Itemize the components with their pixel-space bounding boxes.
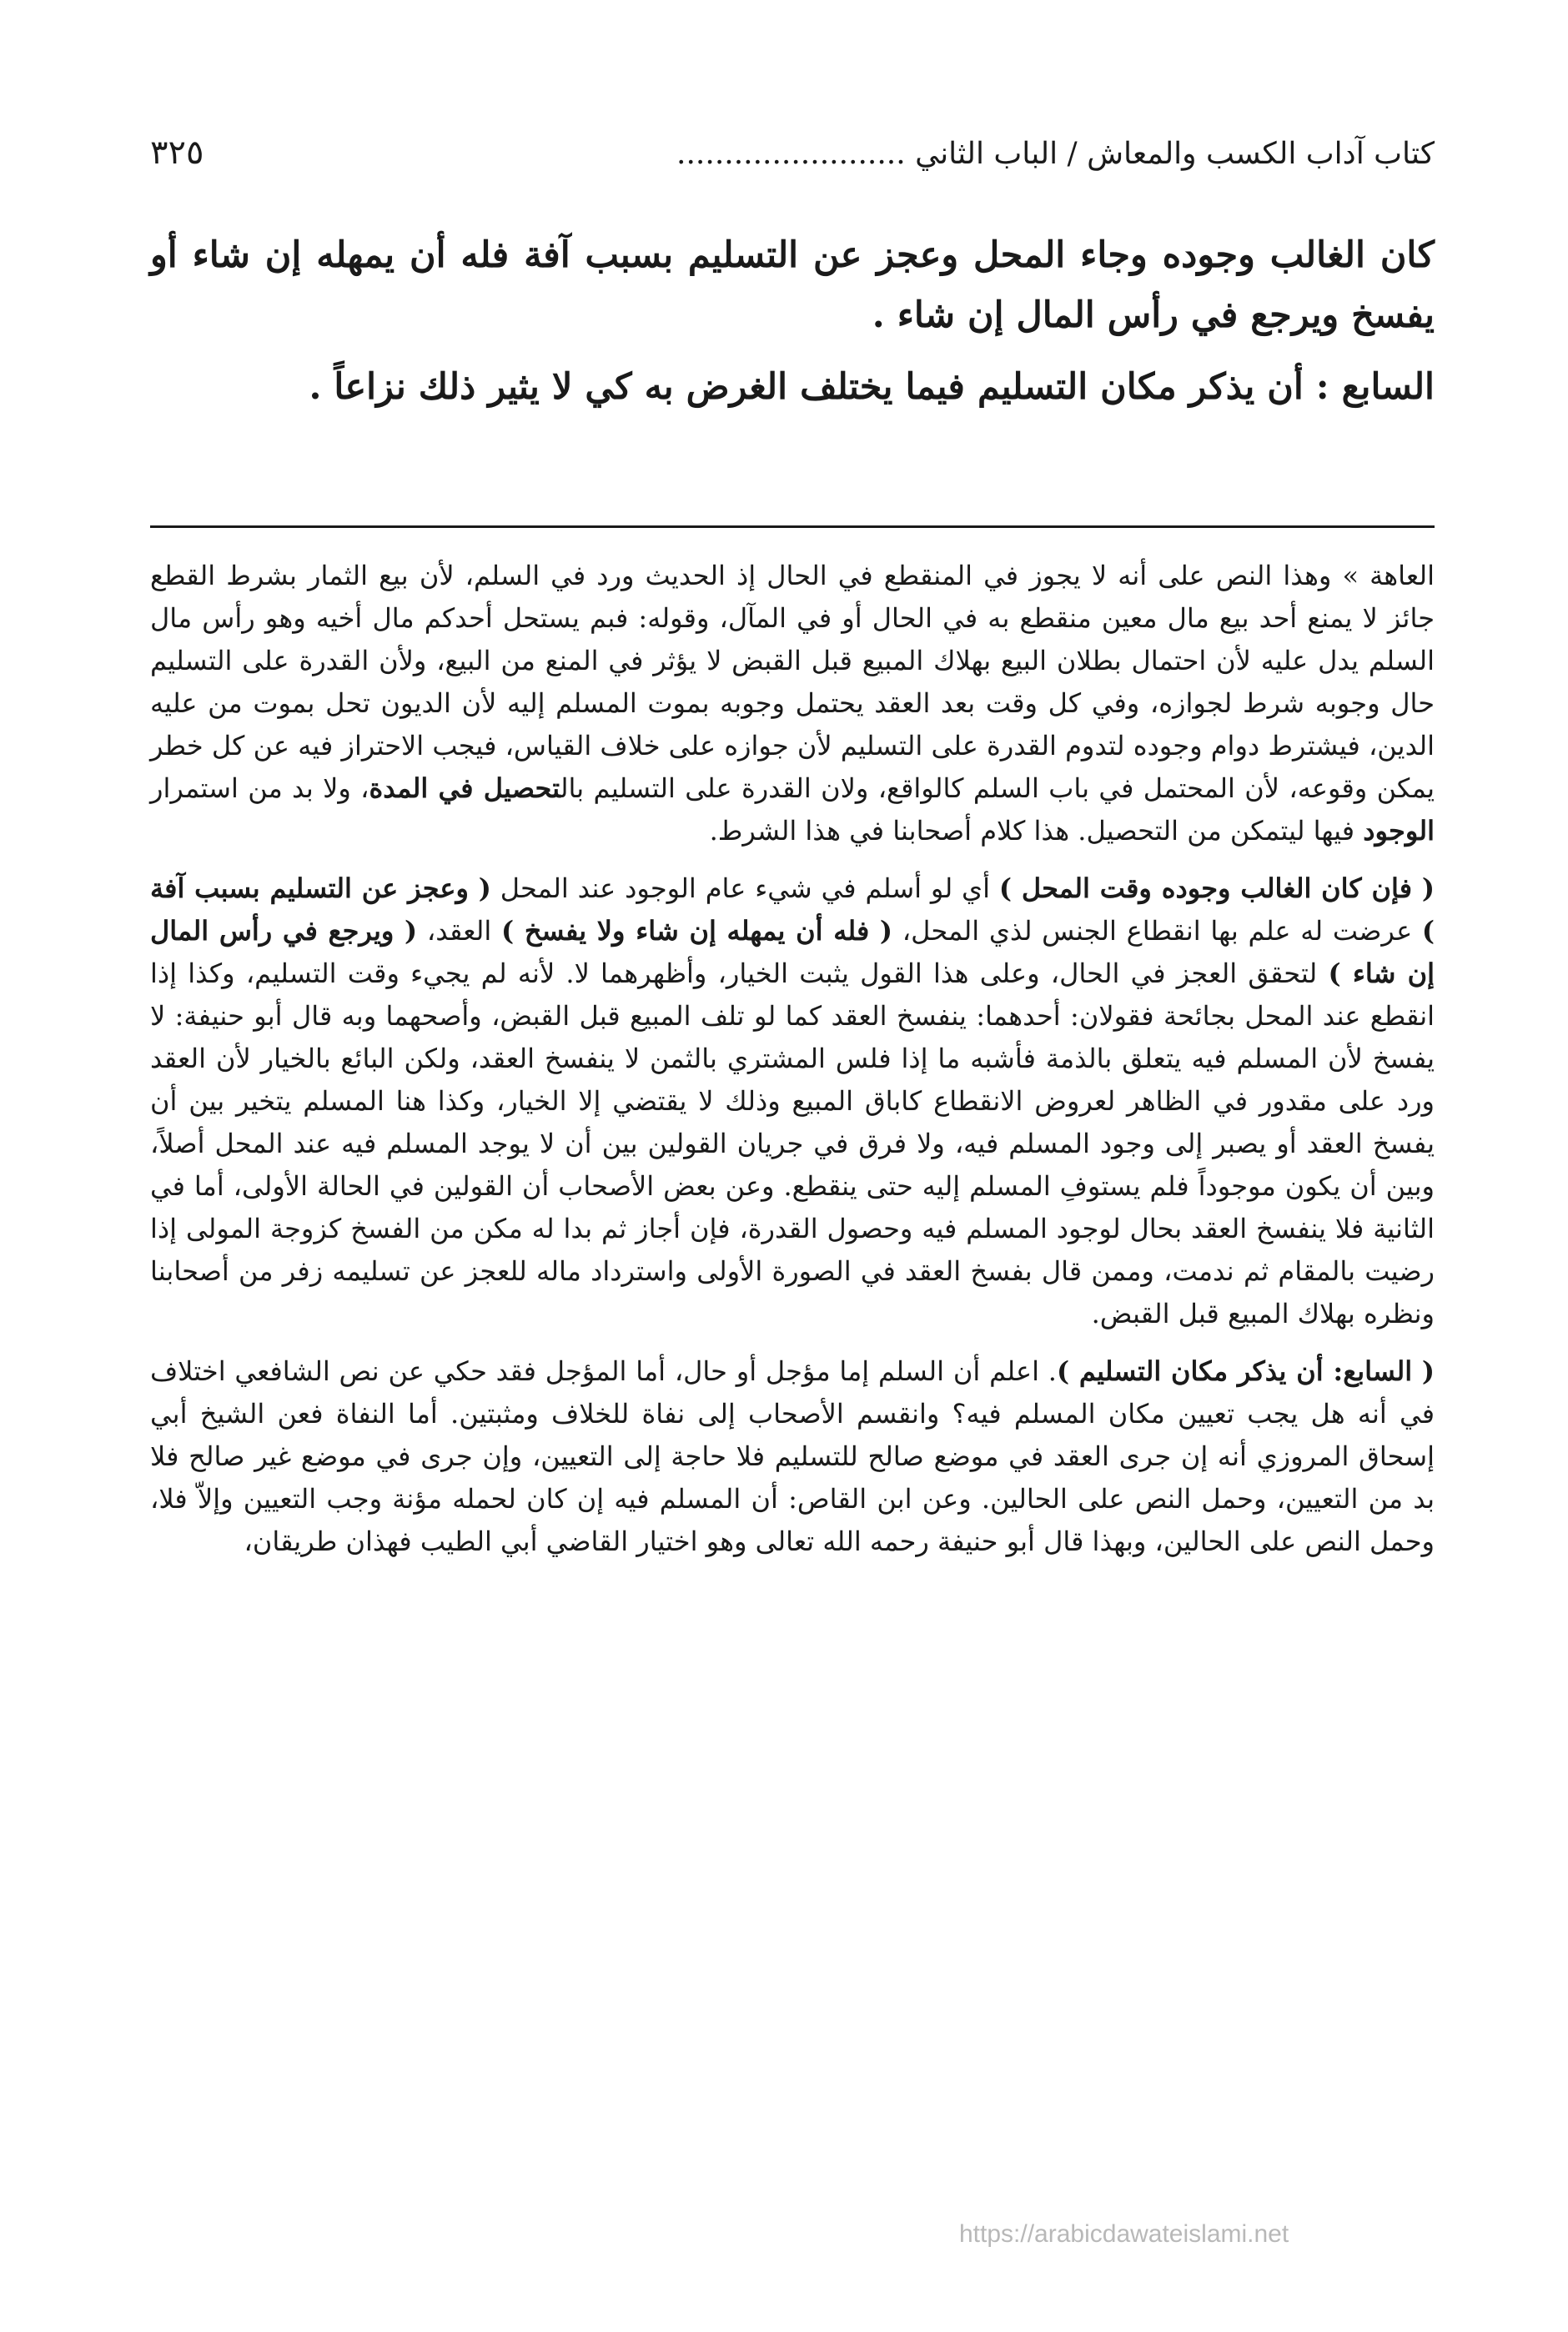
- commentary-text: . اعلم أن السلم إما مؤجل أو حال، أما المؤجل فقد حكي عن نص الشافعي اختلاف في أنه هل يجب تعيين مكان المسلم فيه؟ وانقسم الأصحاب إلى نفاة للخلاف ومثبتين. أما النفاة فعن الشيخ أبي إسحاق المروزي أنه إن جرى العقد في موضع صالح للتسليم فلا حاجة إلى التعيين، وإن جرى في موضع غير صالح فلا بد من التعيين، وحمل النص على الحالين. وعن ابن القاص: أن المسلم فيه إن كان لحمله مؤنة وجب التعيين وإلاّ فلا، وحمل النص على الحالين، وبهذا قال أبو حنيفة رحمه الله تعالى وهو اختيار القاضي أبي الطيب فهذان طريقان،: [150, 1355, 1435, 1557]
- commentary-bold: تحصيل في المدة: [369, 772, 560, 804]
- commentary-text: لتحقق العجز في الحال، وعلى هذا القول يثبت الخيار، وأظهرهما لا. لأنه لم يجيء وقت التسليم، وكذا إذا انقطع عند المحل بجائحة فقولان: أحدهما: ينفسخ العقد كما لو تلف المبيع قبل القبض، وأصحهما وبه قال أبو حنيفة: لا يفسخ لأن المسلم فيه يتعلق بالذمة فأشبه ما إذا فلس المشتري بالثمن لا ينفسخ العقد، ولكن البائع بالخيار لأن العقد ورد على مقدور في الظاهر لعروض الانقطاع كاباق المبيع وذلك لا يقتضي إلا الخيار، وكذا هنا المسلم يتخير بين أن يفسخ العقد أو يصبر إلى وجود المسلم فيه، ولا فرق في جريان القولين بين أن لا يوجد المسلم فيه عند المحل أصلاً، وبين أن يكون موجوداً فلم يستوفِ المسلم إليه حتى ينقطع. وعن بعض الأصحاب أن القولين في الحالة الأولى، أما في الثانية فلا ينفسخ العقد بحال لوجود المسلم فيه وحصول القدرة، فإن أجاز ثم بدا له مكن من الفسخ كزوجة المولى إذا رضيت بالمقام ثم ندمت، وممن قال بفسخ العقد في الصورة الأولى واسترداد ماله للعجز عن تسليمه زفر من أصحابنا ونظره بهلاك المبيع قبل القبض.: [150, 957, 1435, 1329]
- watermark-url: https://arabicdawateislami.net: [959, 2220, 1289, 2248]
- commentary-text: أي لو أسلم في شيء عام الوجود عند المحل: [490, 872, 999, 904]
- commentary-text: العاهة » وهذا النص على أنه لا يجوز في المنقطع في الحال إذ الحديث ورد في السلم، لأن بيع الثمار بشرط القطع جائز لا يمنع أحد بيع مال معين منقطع به في الحال أو في المآل، وقوله: فبم يستحل أحدكم مال أخيه وهو رأس مال السلم يدل عليه لأن احتمال بطلان البيع بهلاك المبيع قبل القبض لا يؤثر في المنع من البيع، ولأن القدرة على التسليم حال وجوبه شرط لجوازه، وفي كل وقت بعد العقد يحتمل وجوبه بموت المسلم إليه لأن الديون تحل بموت من عليه الدين، فيشترط دوام وجوده لتدوم القدرة على التسليم لأن جوازه على خلاف القياس، فيجب الاحتراز فيه عن كل خطر يمكن وقوعه، لأن المحتمل في باب السلم كالواقع، ولان القدرة على التسليم بال: [150, 560, 1435, 804]
- commentary-text: العقد،: [417, 915, 502, 947]
- commentary-bold: الوجود: [1363, 815, 1435, 847]
- commentary-text: عرضت له علم بها انقطاع الجنس لذي المحل،: [892, 915, 1422, 947]
- commentary-bold: ( السابع: أن يذكر مكان التسليم ): [1056, 1355, 1435, 1387]
- divider-rule: [150, 525, 1435, 528]
- main-paragraph-2-lead: السابع :: [1315, 366, 1435, 408]
- commentary-bold: ( فله أن يمهله إن شاء ولا يفسخ ): [501, 915, 893, 947]
- book-page: [150, 117, 1435, 2285]
- main-paragraph-2: [150, 357, 1435, 417]
- main-paragraph-1: كان الغالب وجوده وجاء المحل وعجز عن التسليم بسبب آفة فله أن يمهله إن شاء أو يفسخ ويرجع في رأس المال إن شاء .: [150, 234, 1435, 336]
- commentary-bold: ( فإن كان الغالب وجوده وقت المحل ): [998, 872, 1435, 904]
- main-paragraph-2-text: أن يذكر مكان التسليم فيما يختلف الغرض به كي لا يثير ذلك نزاعاً .: [309, 366, 1316, 408]
- commentary-paragraph-2: [150, 867, 1435, 1335]
- commentary: [150, 555, 1435, 1578]
- commentary-bold: ( ويرجع في رأس المال إن شاء ): [150, 915, 1435, 989]
- page-number: ٣٢٥: [150, 133, 204, 172]
- commentary-paragraph-1: [150, 555, 1435, 852]
- commentary-paragraph-3: [150, 1350, 1435, 1563]
- main-text: [150, 225, 1435, 429]
- commentary-text: فيها ليتمكن من التحصيل. هذا كلام أصحابنا في هذا الشرط.: [709, 815, 1364, 847]
- commentary-bold: ( وعجز عن التسليم بسبب آفة ): [150, 872, 1435, 947]
- running-title: كتاب آداب الكسب والمعاش / الباب الثاني ........................: [676, 137, 1435, 171]
- commentary-text: ، ولا بد من استمرار: [150, 772, 369, 804]
- page-header: [150, 133, 1435, 192]
